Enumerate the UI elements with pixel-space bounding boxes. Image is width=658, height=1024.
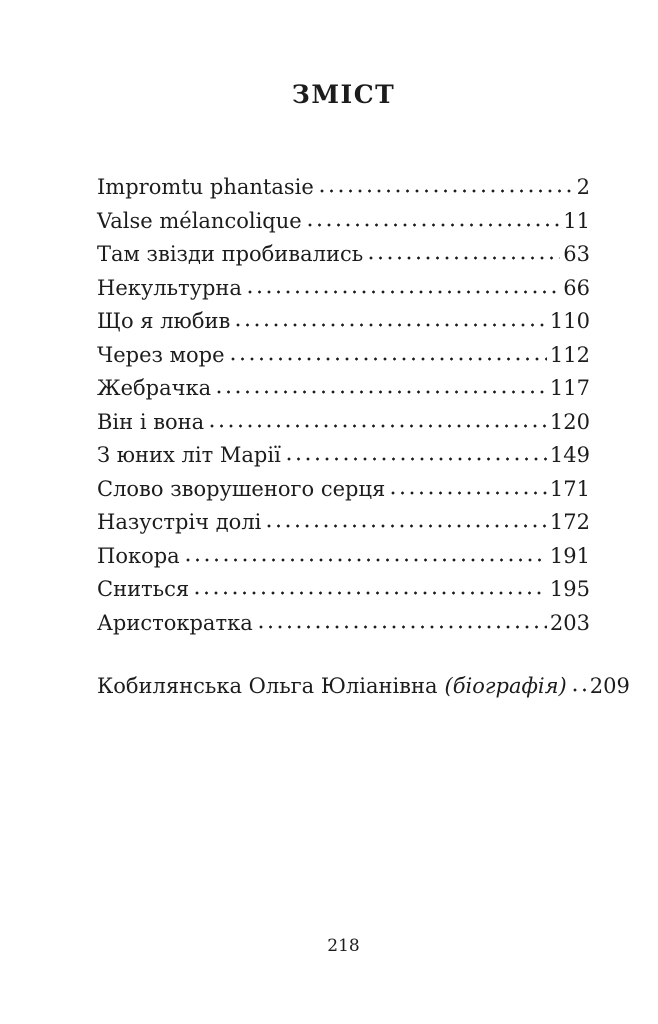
toc-entry-title: Кобилянська Ольга Юліанівна — [97, 674, 438, 698]
toc-entry-title: З юних літ Марії — [97, 443, 281, 467]
dot-leader — [320, 189, 574, 193]
dot-leader — [248, 290, 560, 294]
toc-row — [97, 339, 590, 373]
dot-leader — [210, 424, 547, 428]
toc-row — [97, 540, 590, 574]
dot-leader — [217, 390, 547, 394]
toc-entry-title: Там звізди пробивались — [97, 242, 364, 266]
toc-entry-page: 110 — [549, 309, 590, 333]
toc-row — [97, 607, 590, 641]
dot-leader — [195, 591, 547, 595]
toc-row — [97, 372, 590, 406]
folio-page-number: 218 — [327, 936, 360, 956]
toc-entry-title: Impromtu phantasie — [97, 175, 314, 199]
toc-entry-title: Аристократка — [97, 610, 253, 635]
toc-row — [97, 406, 590, 440]
toc-row — [97, 238, 590, 272]
toc-biography-row — [97, 670, 630, 704]
toc-row — [97, 305, 590, 339]
toc-entry-page: 195 — [549, 577, 590, 601]
toc-entry-title: Слово зворушеного серця — [97, 476, 386, 501]
toc-row — [97, 171, 590, 205]
toc-entry-title: Через море — [97, 342, 225, 367]
dot-leader — [231, 357, 547, 361]
toc-entry-page: 112 — [549, 342, 590, 367]
dot-leader — [369, 256, 560, 260]
toc-entry-page: 203 — [549, 610, 590, 635]
toc-entry-page: 63 — [563, 242, 590, 266]
dot-leader — [287, 457, 547, 461]
toc-entry-page: 117 — [549, 376, 590, 400]
toc-entry-page: 66 — [563, 275, 590, 300]
toc-row — [97, 272, 590, 306]
toc-row — [97, 205, 590, 239]
toc-entry-page: 191 — [549, 543, 590, 568]
toc-row — [97, 573, 590, 607]
toc-entry-title: Некультурна — [97, 275, 242, 300]
dot-leader — [391, 491, 547, 495]
toc-entry-title: Жебрачка — [97, 376, 212, 400]
toc-entry-annotation: (біографія) — [444, 674, 567, 698]
toc-entry-title: Що я любив — [97, 309, 231, 333]
dot-leader — [308, 223, 561, 227]
toc-list — [97, 171, 630, 704]
toc-entry-title: Сниться — [97, 577, 190, 601]
toc-entry-page: 11 — [563, 208, 590, 233]
toc-entry-page: 2 — [576, 175, 590, 199]
toc-row — [97, 439, 590, 473]
toc-entry-page: 172 — [549, 510, 590, 534]
dot-leader — [186, 558, 547, 562]
page-title: ЗМІСТ — [291, 80, 396, 109]
dot-leader — [267, 524, 547, 528]
toc-entry-title: Назустріч долі — [97, 510, 262, 534]
toc-entry-title: Він і вона — [97, 409, 205, 434]
toc-entry-title: Valse mélancolique — [97, 208, 302, 233]
toc-entry-page: 171 — [549, 476, 590, 501]
toc-entry-title: Покора — [97, 543, 180, 568]
toc-row — [97, 473, 590, 507]
dot-leader — [573, 688, 587, 692]
toc-entry-page: 120 — [549, 409, 590, 434]
dot-leader — [236, 323, 547, 327]
toc-row — [97, 506, 590, 540]
toc-entry-page: 149 — [549, 443, 590, 467]
toc-entry-page: 209 — [589, 674, 630, 698]
dot-leader — [259, 625, 547, 629]
